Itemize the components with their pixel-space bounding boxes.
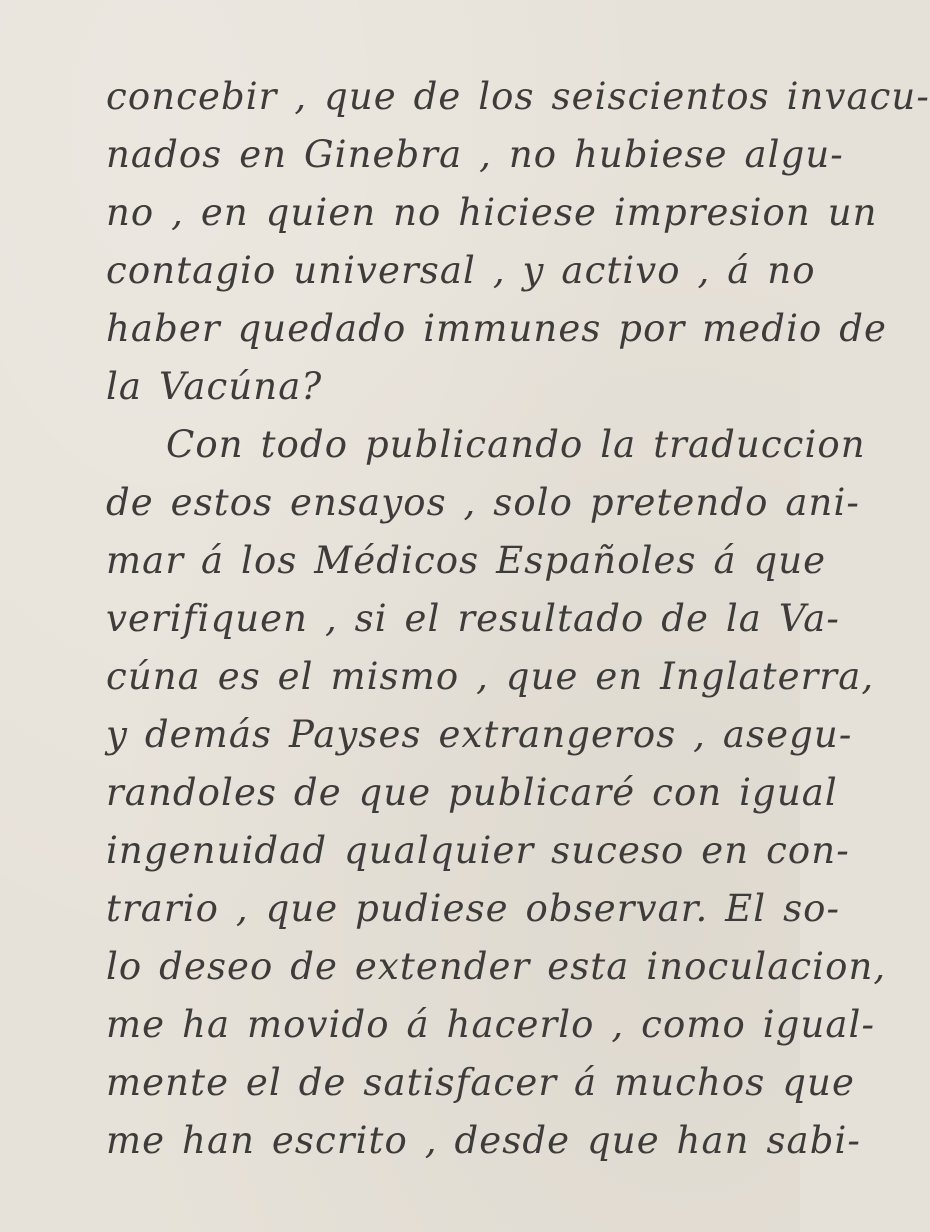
text-line: cúna es el mismo , que en Inglaterra, [106, 655, 875, 698]
text-line: lo deseo de extender esta inoculacion, [106, 945, 887, 988]
text-line: y demás Payses extrangeros , asegu- [106, 713, 853, 756]
text-line: mente el de satisfacer á muchos que [106, 1061, 855, 1104]
text-line: Con todo publicando la traduccion [166, 423, 866, 466]
text-line: contagio universal , y activo , á no [106, 249, 816, 292]
text-line: verifiquen , si el resultado de la Va- [106, 597, 841, 640]
text-line: me ha movido á hacerlo , como igual- [106, 1003, 876, 1046]
text-line: de estos ensayos , solo pretendo ani- [106, 481, 860, 524]
text-line: mar á los Médicos Españoles á que [106, 539, 827, 582]
text-line: la Vacúna? [106, 365, 323, 408]
text-line: haber quedado immunes por medio de [106, 307, 888, 350]
text-line: randoles de que publicaré con igual [106, 771, 838, 814]
text-line: me han escrito , desde que han sabi- [106, 1119, 862, 1162]
text-line: ingenuidad qualquier suceso en con- [106, 829, 850, 872]
text-line: nados en Ginebra , no hubiese algu- [106, 133, 844, 176]
text-line: concebir , que de los seiscientos invacu- [106, 75, 930, 118]
text-line: trario , que pudiese observar. El so- [106, 887, 841, 930]
text-line: no , en quien no hiciese impresion un [106, 191, 878, 234]
